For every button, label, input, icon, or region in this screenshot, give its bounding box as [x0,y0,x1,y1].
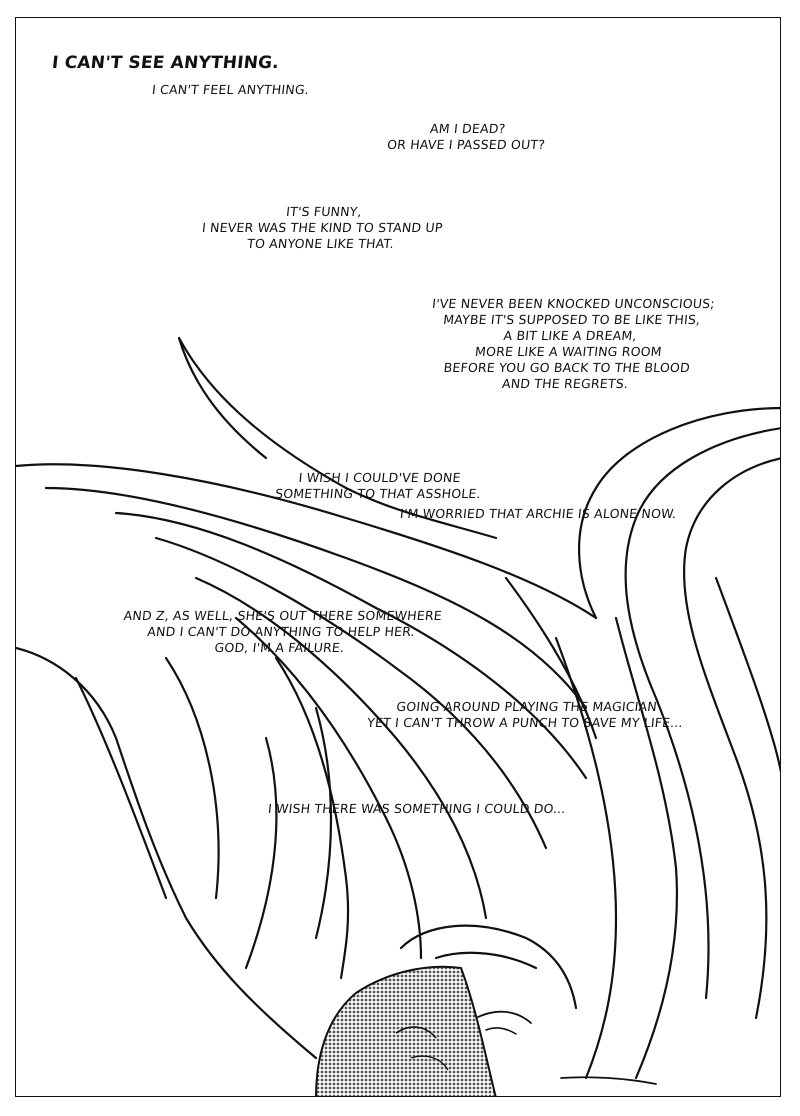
caption-line: I'VE NEVER BEEN KNOCKED UNCONSCIOUS; [431,296,716,311]
face-shadow [316,967,496,1097]
caption-worried-archie [399,506,677,522]
caption-line: GOD, I'M A FAILURE. [213,640,346,655]
comic-page [15,17,781,1097]
panel-artwork [16,18,781,1097]
caption-line: TO ANYONE LIKE THAT. [246,236,395,251]
caption-line: MAYBE IT'S SUPPOSED TO BE LIKE THIS, [442,312,702,327]
caption-knocked-unconscious [423,296,716,392]
caption-and-z [119,608,442,656]
caption-line: YET I CAN'T THROW A PUNCH TO SAVE MY LIFE... [366,715,684,730]
caption-line: I WISH I COULD'VE DONE [297,470,462,485]
caption-its-funny [199,204,445,252]
caption-line: IT'S FUNNY, [285,204,363,219]
caption-line: I'M WORRIED THAT ARCHIE IS ALONE NOW. [399,506,678,521]
caption-line: I NEVER WAS THE KIND TO STAND UP [201,220,444,235]
caption-am-i-dead [386,121,547,153]
caption-wish-done-something [274,470,483,502]
caption-line: SOMETHING TO THAT ASSHOLE. [274,486,482,501]
caption-line: I WISH THERE WAS SOMETHING I COULD DO... [267,801,567,816]
caption-line: AND THE REGRETS. [501,376,629,391]
caption-cant-feel [151,82,310,98]
caption-line: GOING AROUND PLAYING THE MAGICIAN [395,699,658,714]
caption-line: BEFORE YOU GO BACK TO THE BLOOD [442,360,691,375]
caption-line: MORE LIKE A WAITING ROOM [474,344,663,359]
caption-line: AM I DEAD? [429,121,507,136]
caption-wish-could-do [267,801,566,817]
caption-line: AND Z, AS WELL, SHE'S OUT THERE SOMEWHERE [122,608,443,623]
caption-line: I CAN'T SEE ANYTHING. [50,53,280,73]
caption-cant-see [51,53,280,73]
caption-line: A BIT LIKE A DREAM, [502,328,638,343]
caption-line: I CAN'T FEEL ANYTHING. [151,82,310,97]
caption-line: AND I CAN'T DO ANYTHING TO HELP HER. [146,624,416,639]
caption-line: OR HAVE I PASSED OUT? [386,137,546,152]
caption-magician [366,699,685,731]
